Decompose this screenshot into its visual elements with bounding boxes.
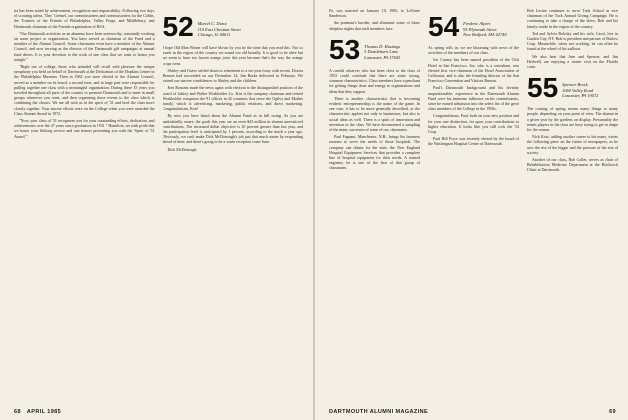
paragraph: Paul Fagnant, Manchester, N.H., brings his business acumen to serve the needs of those hospitals. The company can obtain for the state, the New England Hospital Equipment Services that provides a complete line of hospital equipment for their needs. A trained engineer, he is one of the first of that group of classmates. [329, 134, 420, 171]
paragraph: Congratulations, Paul, both on your new position and for your rare distinction, for upon your contributions to higher education. It looks like you still rock the '54 Crop. [428, 113, 519, 135]
address-line: Spencer Brock [562, 82, 588, 88]
signoff: Dick McDonough [167, 146, 197, 152]
paragraph: Nick Kotz, adding another career to his many, writes the following piece on the future of newspapers, as he sees the rise of the bigger and the pressure of the rest of society. [527, 134, 618, 155]
right-column-2 [428, 8, 519, 402]
paragraph: Paul's Dartmouth background and his divinity unquestionable, experience in the Dartmouth Alumni Fund were his immense influence on his commitments, since he earned admission into the select list of the great class members of the College in the 1950s. [428, 85, 519, 112]
address-line: Frederic Alpert [463, 21, 491, 26]
left-page-columns [14, 8, 303, 402]
paragraph: Ted and Sylvia Bolesky and his wife, Carol, live in Garden City, NY. Bob is president and partner of Barlow Corp. Meanwhile, when not working, he can often be found at the wheel of his sailboat. [527, 30, 618, 52]
paragraph: Paul Hill Pryor was recently elected by the board of the Washington Hospital Center of Dartmouth. [428, 136, 519, 147]
address-line: 95 Plymouth Street [463, 26, 497, 32]
address-line: Thomas D. Hastings [364, 43, 401, 49]
left-page-footer [14, 409, 301, 415]
class-notice-header [329, 33, 420, 65]
paragraph: Ken Romans made the news again with election to the distinguished position of the board of Jaffrey and Walter Workholder Co. Ken is the company chairman and retired Workholder comprises the 91 offices in 42 countries that serve the Ogilvy and Mather family, which is advertising, marketing, public relations, and direct marketing. Congratulations, Ken! [162, 85, 303, 112]
class-year-number: 52 [162, 11, 194, 42]
class-secretary-address [562, 75, 598, 99]
paragraph: By now you have heard about the Alumni Fund as in full swing. As you are undoubtedly aware, the goals this year are an even $43 million in alumni unrestricted contributions. The increased dollar objective is 10 percent greater than last year, and the participation level is anticipated by 1 percent, according to the much a year ago. Obviously, we can't make Dick McDonough's job just that much easier by responding ahead of time; and there's going to be a warm reception come June. [162, 113, 303, 145]
class-notice-header [527, 72, 618, 104]
page-number: 69 [609, 409, 616, 415]
right-column-3 [527, 8, 618, 402]
issue-date: APRIL 1985 [26, 409, 62, 415]
address-line: Lancaster, PA 17603 [364, 55, 401, 60]
paragraph: A careful observer who has been close to the class of 1953 could conclude that there are some strong, common characteristics. Class members have a penchant for getting things done and energy to organizations and ideas that they support. [329, 67, 420, 94]
class-notice-header [162, 11, 304, 42]
paragraph: Joe Carney has been named president of the Clift Hotel in San Francisco. Joe, who is a consultant, was elected first vice-chairman of the Hotel Association of California, and is also the founding director of the San Francisco Convention and Visitors Bureau. [428, 57, 519, 84]
class-year-number: 53 [329, 33, 361, 65]
paragraph: "Right out of college, those who attended will recall with pleasure the unique symphony you held on behalf of Dartmouth at the Dedication of the Hopkins Center in the Philadelphia Museum. Then in 1962 you were elected to the Alumni Council, served as a member on its board, a second time, and in large part were responsible for pulling together one class with a meaningful organization. During these 15 years you traveled throughout all parts of the country to promote Dartmouth and to meet in small groups whenever you went, and then organizing these events to the class which is combining the classes. We are all with us in the spirit of '31 and bred the class more closely together. Your sincere efforts were on the College when you were awarded the Class Alumni Award in 1972. [14, 64, 155, 116]
left-column-2 [163, 8, 304, 402]
page-number: 68 [14, 409, 21, 415]
right-page [315, 0, 628, 420]
address-line: Chicago, IL 60611 [197, 32, 231, 38]
paragraph: "Our Dartmouth activities as an alumnus have been noteworthy, constantly working on some project or organization. You have served as chairman of the Fund and a member of the Alumni Council. Some classmates even have a member of the Alumni Council, and now serving as the director of the Dartmouth gift campaigns at annual fund drives. It is your devotion to the work of one class that we want to honor you tonight." [14, 30, 155, 62]
class-secretary-address [198, 14, 241, 38]
address-line: Lancaster, PA 19072 [562, 93, 599, 99]
publication-name: DARTMOUTH ALUMNI MAGAZINE [329, 409, 429, 415]
paragraph: As spring rolls in, we are blooming with news of the activities of the members of our class. [428, 45, 519, 56]
class-secretary-address [364, 37, 400, 61]
paragraph: I hope Old Man Winter will have blown by you by the time that you read this. Not so much in the region of the country we sound too old brutally. It is good to be alive but we seem to have too frozen orange juice this year because that's the way the orange crops went. [162, 45, 303, 66]
paragraph: the postman's burden, and eliminate some of those sleepless nights that staff members face. [329, 20, 420, 31]
right-column-1 [329, 8, 420, 402]
paragraph: The coming of spring means many things to many people, depending on your point of view. The alumni in a given year by the gardens on display. Presumably the tennis players in the class are busy trying to get in shape for the season. [527, 106, 618, 133]
address-line: Marcel C. Durot [197, 21, 227, 26]
class-notice-header [428, 11, 519, 42]
class-year-number: 55 [527, 72, 559, 104]
left-column-1 [14, 8, 155, 402]
address-line: New Bedford, MA 02740 [463, 32, 507, 38]
right-page-columns [329, 8, 618, 402]
class-secretary-address [463, 14, 506, 38]
paragraph: Bob Levine continues to serve Tuck School as vice chairman of the Tuck Annual Giving Campaign. He is continuing to take a charge of the drive, Bob and his family reside in the region of the country. [527, 8, 618, 29]
paragraph: "Now, your class of '31 recognizes you for your outstanding efforts, dedication, and achievements over the 47 years since graduation in 1931." Hamilton, we with pride that we honor your lifelong service and one honors presenting you with the 'Spirit of '31 Award.'" [14, 118, 155, 139]
right-page-footer [329, 409, 616, 415]
paragraph: tra has been noted by achievement, recognition and responsibility. Following two days of scouting talent, 'Tiny' Gremel, our commissioners and commissioners for the Cobbs, the Trustees of the Friends of Philadelphia, Valley Forge, and Middlebury, and Dartmouth chairman of the Friends organization of BSA. [14, 8, 155, 29]
paragraph: Shirley and I have settled down to retirement to a six-year foray with recent. Dorota Benson had succeeded on our December 14, Jim Burke delivered in February. We extend our sincere condolences to Shirley and the children. [162, 67, 303, 84]
address-line: 1060 Valley Road [562, 87, 594, 93]
address-line: 3 Dunsleburn Lane [364, 49, 399, 55]
paragraph: Fe, was married on January 10, 1985, to LaVerne Sanderson. [329, 8, 420, 19]
paragraph: There is another characteristic that is becoming evident: entrepreneurship is the name of the game. In one case, it has to be more generally described, as the characteristic applies not only to businesses, but also to social ideas as well. There is a spirit of innovation and invention in the class. We have documented a sampling of the many successes of some of our classmates. [329, 95, 420, 133]
address-line: 110 East Chestnut Street [197, 26, 241, 32]
left-page [0, 0, 313, 420]
paragraph: Another of our class, Bob Collet, serves as chair of Rehabilitation Medicine Department at the Hitchcock Clinic at Dartmouth. [527, 157, 618, 173]
class-year-number: 54 [428, 11, 460, 42]
paragraph: We also hear that Ann and Spencer, and Jim Heilwell, are enjoying a winter visit on the Florida coast. [527, 53, 618, 70]
